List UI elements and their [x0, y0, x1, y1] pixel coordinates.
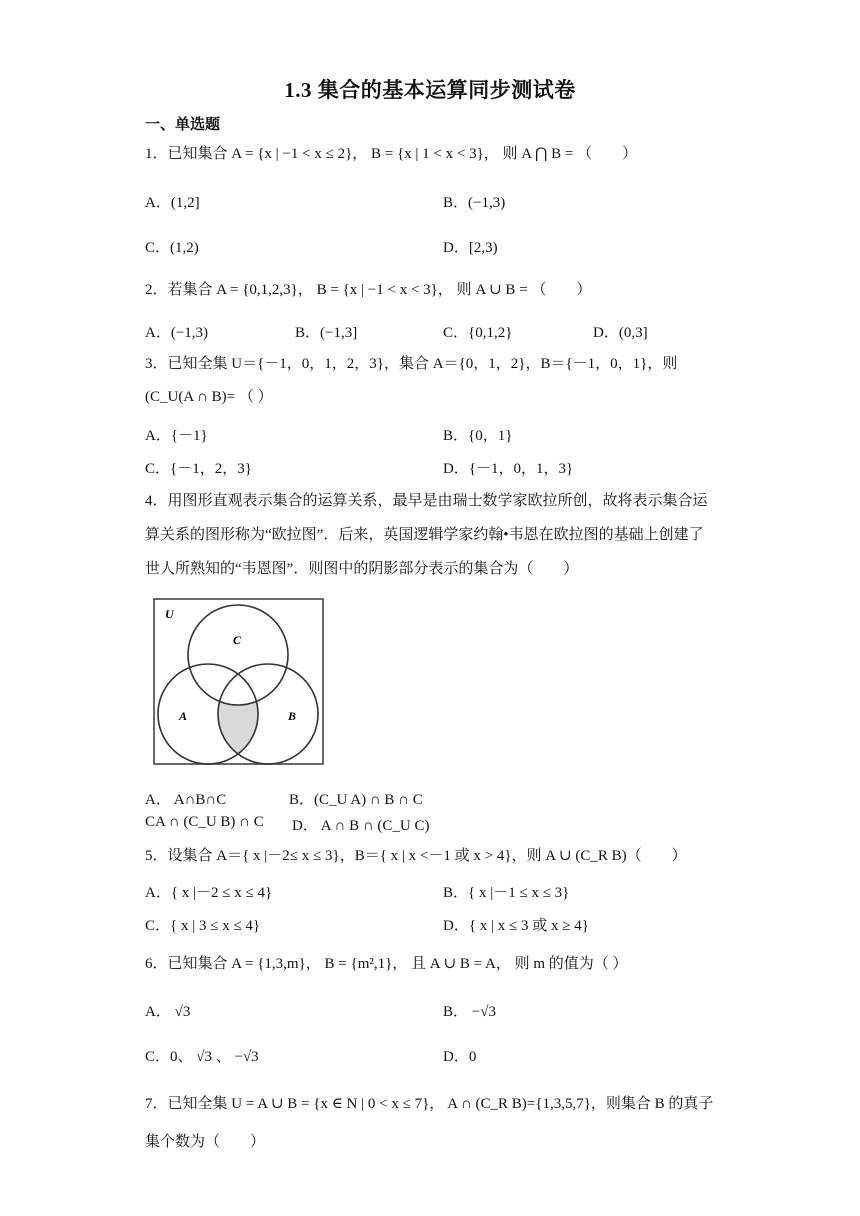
question-3-option-d: D．{－1，0，1，3}: [443, 461, 574, 477]
question-1-option-a: A．(1,2]: [145, 195, 200, 211]
question-1-stem: 1．已知集合 A = {x | −1 < x ≤ 2}， B = {x | 1 < x < 3}， 则 A ⋂ B = （ ）: [145, 146, 638, 162]
question-6-stem: 6．已知集合 A = {1,3,m}， B = {m²,1}， 且 A ∪ B = A， 则 m 的值为（ ）: [145, 956, 628, 972]
question-3-option-a: A．{－1}: [145, 428, 208, 444]
question-4-option-b: B．(C_U A) ∩ B ∩ C: [289, 792, 423, 808]
question-5-option-a: A．{ x |－2 ≤ x ≤ 4}: [145, 885, 273, 901]
question-4-option-d: D． A ∩ B ∩ (C_U C): [292, 818, 430, 834]
label-u: U: [165, 607, 174, 621]
question-5-option-d: D．{ x | x ≤ 3 或 x ≥ 4}: [443, 918, 589, 934]
question-4-stem: 4．用图形直观表示集合的运算关系，最早是由瑞士数学家欧拉所创，故将表示集合运算关系的图形称为“欧拉图”．后来，英国逻辑学家约翰•韦恩在欧拉图的基础上创建了世人所熟知的“韦恩图”．则图中的阴影部分表示的集合为（ ）: [145, 493, 708, 577]
question-6-option-c: C．0、 √3 、 −√3: [145, 1049, 259, 1065]
question-6-option-d: D．0: [443, 1049, 477, 1065]
question-7-stem: 7．已知全集 U = A ∪ B = {x ∈ N | 0 < x ≤ 7}， A ∩ (C_R B)={1,3,5,7}，则集合 B 的真子集个数为（ ）: [145, 1096, 714, 1150]
question-1-option-c: C．(1,2): [145, 240, 199, 256]
circle-c: [188, 605, 288, 705]
label-b: B: [288, 709, 297, 723]
question-4-option-a: A． A∩B∩C: [145, 792, 227, 808]
question-4-option-c: CA ∩ (C_U B) ∩ C: [145, 814, 264, 830]
question-2-option-b: B．(−1,3]: [295, 325, 358, 341]
question-6-option-a: A． √3: [145, 1004, 191, 1020]
venn-diagram: [153, 598, 325, 766]
question-2-option-a: A．(−1,3): [145, 325, 209, 341]
question-6-option-b: B． −√3: [443, 1004, 496, 1020]
question-3-option-c: C．{－1，2，3}: [145, 461, 252, 477]
label-a: A: [179, 709, 188, 723]
section-heading: 一、单选题: [145, 117, 221, 133]
question-2-option-d: D．(0,3]: [593, 325, 648, 341]
question-1-option-b: B．(−1,3): [443, 195, 506, 211]
question-5-option-c: C．{ x | 3 ≤ x ≤ 4}: [145, 918, 261, 934]
question-2-stem: 2．若集合 A = {0,1,2,3}， B = {x | −1 < x < 3}， 则 A ∪ B = （ ）: [145, 282, 592, 298]
question-1-option-d: D．[2,3): [443, 240, 498, 256]
page-title: 1.3 集合的基本运算同步测试卷: [284, 78, 576, 102]
question-2-option-c: C．{0,1,2}: [443, 325, 513, 341]
question-3-stem: 3．已知全集 U＝{－1，0，1，2，3}，集合 A＝{0，1，2}，B＝{－1，0，1}，则(C_U(A ∩ B)= （ ）: [145, 356, 678, 405]
question-3-option-b: B．{0，1}: [443, 428, 513, 444]
label-c: C: [233, 633, 242, 647]
question-5-stem: 5．设集合 A＝{ x |－2≤ x ≤ 3}，B＝{ x | x <－1 或 x > 4}，则 A ∪ (C_R B)（ ）: [145, 848, 687, 864]
question-5-option-b: B．{ x |－1 ≤ x ≤ 3}: [443, 885, 570, 901]
